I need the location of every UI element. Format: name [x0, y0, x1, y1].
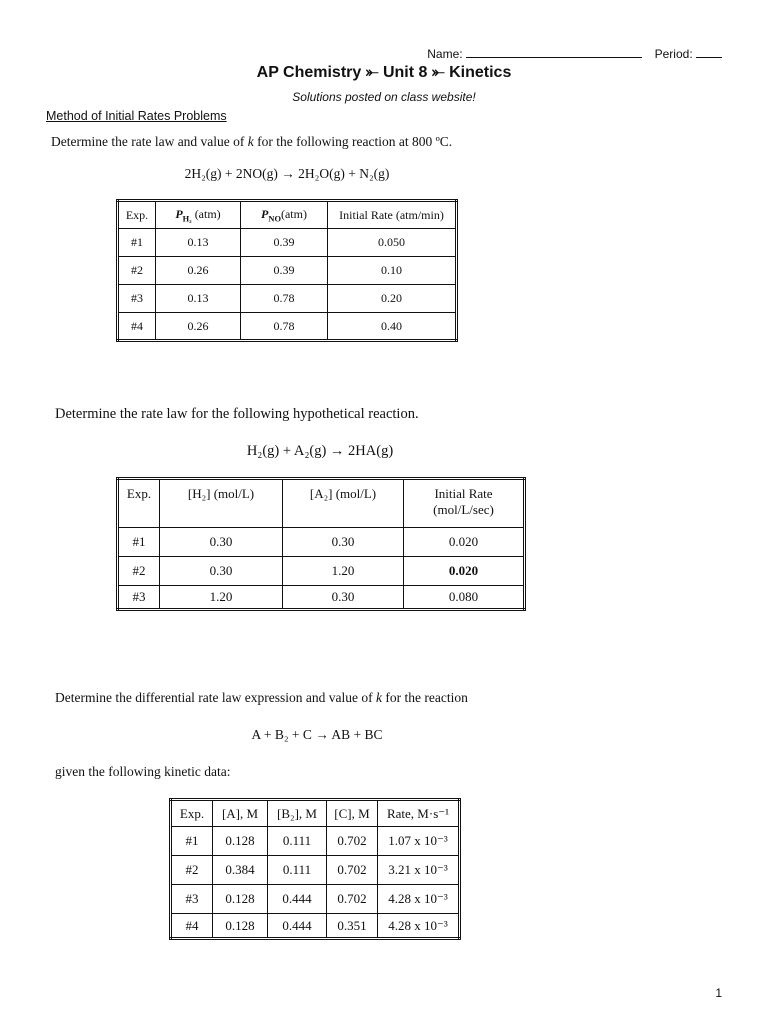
problem3-given: given the following kinetic data:: [55, 764, 231, 779]
table-cell: 0.020: [404, 557, 525, 586]
table-header: [H₂] (mol/L): [160, 479, 283, 528]
page-title: AP Chemistry ⤜ Unit 8 ⤜ Kinetics: [256, 64, 512, 81]
table-cell: #4: [118, 313, 156, 341]
table-cell: 0.128: [213, 827, 268, 856]
table-row: [118, 313, 457, 341]
table-cell: 1.20: [283, 557, 404, 586]
table-cell: #1: [118, 229, 156, 257]
table-row: [118, 528, 525, 557]
table-cell: 0.351: [327, 914, 378, 939]
table-cell: #2: [118, 557, 160, 586]
table-cell: 0.111: [268, 856, 327, 885]
table-cell: 0.10: [328, 257, 457, 285]
table-row: [171, 914, 460, 939]
table-cell: 0.702: [327, 856, 378, 885]
name-blank[interactable]: [466, 46, 642, 58]
table-header: [C], M: [327, 800, 378, 827]
table-cell: 0.384: [213, 856, 268, 885]
table-cell: 4.28 x 10⁻³: [378, 914, 460, 939]
table-row: [171, 885, 460, 914]
table-cell: 0.128: [213, 914, 268, 939]
problem2-equation: H₂(g) + A₂(g) → 2HA(g): [246, 443, 394, 459]
table-cell: #3: [118, 285, 156, 313]
table-row: [118, 285, 457, 313]
table-cell: 1.20: [160, 586, 283, 610]
table-cell: 0.78: [241, 313, 328, 341]
problem3-prompt-part: Determine the differential rate law expression and value of: [55, 690, 376, 705]
table-cell: 0.78: [241, 285, 328, 313]
table-header: Exp.: [118, 479, 160, 528]
table-cell: 0.702: [327, 827, 378, 856]
name-label: Name:: [427, 47, 463, 61]
table-header: Rate, M·s⁻¹: [378, 800, 460, 827]
table-cell: 0.26: [156, 257, 241, 285]
table-header: Exp.: [118, 201, 156, 229]
table-cell: 0.050: [328, 229, 457, 257]
table-header: Initial Rate (mol/L/sec): [404, 479, 525, 528]
problem1-prompt-part: Determine the rate law and value of: [51, 134, 248, 149]
table-cell: 0.39: [241, 257, 328, 285]
table-cell: #3: [171, 885, 213, 914]
table-cell: 0.13: [156, 285, 241, 313]
table-cell: 0.13: [156, 229, 241, 257]
table-cell: 0.128: [213, 885, 268, 914]
table-cell: #2: [118, 257, 156, 285]
problem1-prompt: [51, 134, 452, 150]
table-header-ph2: $P_{H_2}$ (atm): [156, 201, 241, 229]
table-cell: #4: [171, 914, 213, 939]
table-cell: 0.20: [328, 285, 457, 313]
table-row: [118, 557, 525, 586]
k-symbol: k: [247, 134, 254, 149]
table-cell: 0.30: [160, 557, 283, 586]
problem1-table: [116, 199, 458, 342]
table-cell: 0.020: [404, 528, 525, 557]
section-title: Method of Initial Rates Problems: [46, 109, 227, 123]
table-cell: 1.07 x 10⁻³: [378, 827, 460, 856]
table-cell: 0.30: [160, 528, 283, 557]
table-row: [171, 856, 460, 885]
table-row: [118, 257, 457, 285]
problem3-table: [169, 798, 461, 940]
table-header: Exp.: [171, 800, 213, 827]
problem2-table: [116, 477, 526, 611]
problem2-prompt: Determine the rate law for the following hypothetical reaction.: [55, 406, 419, 422]
problem1-equation: 2H₂(g) + 2NO(g) → 2H₂O(g) + N₂(g): [184, 166, 390, 181]
page-subtitle: Solutions posted on class website!: [292, 90, 476, 104]
k-symbol: k: [376, 690, 382, 705]
table-cell: #3: [118, 586, 160, 610]
table-header: [A], M: [213, 800, 268, 827]
table-cell: 0.080: [404, 586, 525, 610]
problem3-prompt: [55, 690, 468, 706]
table-row: [118, 229, 457, 257]
period-blank[interactable]: [696, 46, 722, 58]
table-cell: 0.111: [268, 827, 327, 856]
table-row: [118, 586, 525, 610]
name-period-line: [0, 46, 722, 61]
table-cell: 0.702: [327, 885, 378, 914]
period-label: Period:: [654, 47, 693, 61]
table-cell: #1: [171, 827, 213, 856]
table-cell: 0.39: [241, 229, 328, 257]
table-cell: #2: [171, 856, 213, 885]
table-cell: #1: [118, 528, 160, 557]
page-number: 1: [715, 986, 722, 1000]
table-cell: 0.26: [156, 313, 241, 341]
table-header: [B₂], M: [268, 800, 327, 827]
table-row: [171, 827, 460, 856]
table-cell: 0.444: [268, 885, 327, 914]
table-cell: 3.21 x 10⁻³: [378, 856, 460, 885]
table-cell: 0.30: [283, 586, 404, 610]
problem3-prompt-part: for the reaction: [382, 690, 468, 705]
table-cell: 0.444: [268, 914, 327, 939]
table-cell: 0.30: [283, 528, 404, 557]
table-cell: 0.40: [328, 313, 457, 341]
table-header: Initial Rate (atm/min): [328, 201, 457, 229]
table-cell: 4.28 x 10⁻³: [378, 885, 460, 914]
table-header-pno: $P_{NO}(atm)$: [241, 201, 328, 229]
table-header: [A₂] (mol/L): [283, 479, 404, 528]
problem1-prompt-part: for the following reaction at 800 ºC.: [253, 134, 453, 149]
problem3-equation: A + B₂ + C → AB + BC: [251, 727, 383, 742]
